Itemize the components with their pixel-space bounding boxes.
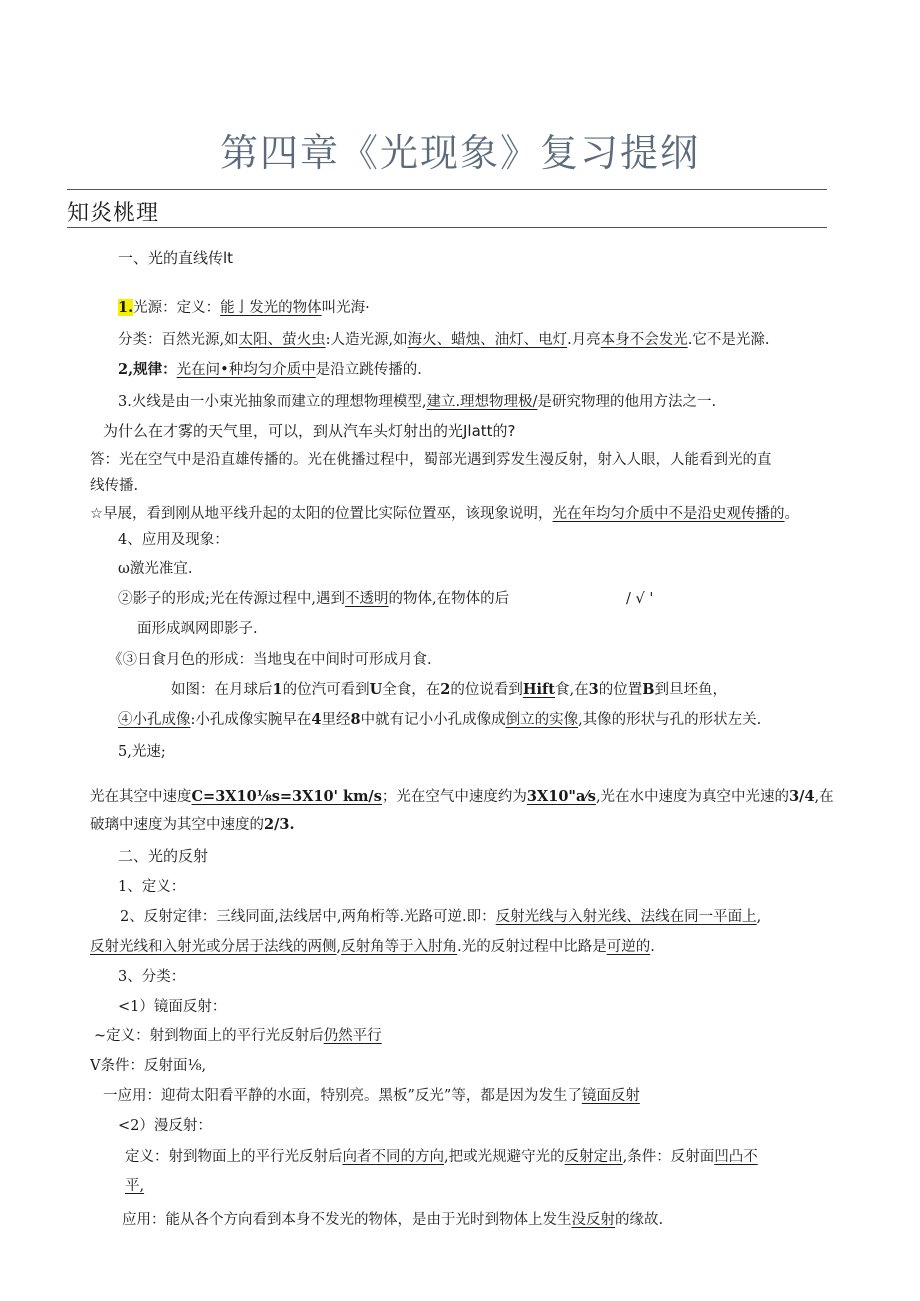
heading-light-propagation: 一、光的直线传lt (118, 249, 234, 267)
speed-heading: 5,光速; (118, 744, 166, 760)
app-shadow: ②影子的形成;光在传源过程中,遇到不透明的物体,在物体的后 (118, 591, 510, 607)
diffuse-heading: <2）漫反射： (118, 1118, 212, 1134)
extension-note: ☆早展，看到刚从地平线升起的太阳的位置比实际位置巫，该现象说明，光在年均匀介质中不是沿史观传播的。 (90, 506, 799, 522)
specular-heading: <1）镜面反射： (118, 999, 227, 1015)
para-rule: 2,规律：光在问•种均匀介质中是沿立跳传播的. (118, 361, 422, 378)
diffuse-definition-cont: 平, (125, 1178, 145, 1194)
speed-line-1: 光在其空中速度C=3X10⅛s=3X10' km/s；光在空气中速度约为3X10"a⁄s,光在水中速度为真空中光速的3/4,在 (90, 788, 834, 805)
app-eclipse-detail: 如图：在月球后1的位汽可看到U全食，在2的位说看到Hift食,在3的位置B到旦坯鱼， (171, 681, 727, 698)
answer-line-1: 答：光在空气中是沿直雄传播的。光在佻播过程中，蜀部光遇到雰发生漫反射，射入人眼，人能看到光的直 (90, 452, 772, 468)
app-pinhole: ④小孔成像:小孔成像实腕早在4里经8中就有记小小孔成像成倒立的实像,其像的形状与孔的形状左关. (118, 711, 762, 728)
speed-line-2: 破璃中速度为其空中速度的2/3. (90, 816, 295, 833)
diffuse-definition: 定义：射到物面上的平行光反射后向者不同的方向,把或光规避守光的反射定出,条件：反射面凹凸不 (125, 1149, 758, 1165)
para-model: 3.火线是由一小束光抽象而建立的理想物理模型,建立.理想物理极/是研究物理的他用方法之一. (118, 394, 717, 410)
para-classification: 分类：百然光源,如太阳、萤火虫:人造光源,如海火、蜡烛、油灯、电灯.月亮本身不会发光.它不是光滁. (118, 332, 770, 348)
app-eclipse: 《③日食月色的形成：当地曳在中间时可形成月食. (108, 652, 432, 668)
page-title: 第四章《光现象》复习提纲 (219, 131, 700, 175)
reflection-definition: 1、定义： (118, 879, 186, 895)
heading-reflection: 二、光的反射 (118, 847, 209, 865)
applications-heading: 4、应用及现象： (118, 532, 229, 548)
answer-line-2: 线传播. (90, 478, 139, 494)
section-rule-bottom (67, 227, 827, 228)
reflection-law: 2、反射定律：三线同面,法线居中,两角桁等.光路可逆.即：反射光线与入射光线、法线在同一平面上, (120, 909, 762, 925)
app-laser: ω激光准宜. (118, 561, 193, 577)
specular-condition: V条件：反射面⅛, (90, 1058, 207, 1074)
reflection-types: 3、分类： (118, 969, 186, 985)
specular-application: 一应用：迎荷太阳看平静的水面，特别亮。黑板”反光”等，都是因为发生了镜面反射 (103, 1088, 640, 1104)
question: 为什么在才雾的天气里，可以，到从汽车头灯射出的光Jlatt的? (103, 422, 516, 440)
reflection-law-cont: 反射光线和入射光或分居于法线的两侧,反射角等于入肘角.光的反射过程中比路是可逆的. (90, 939, 655, 955)
specular-definition: ~定义：射到物面上的平行光反射后仍然平行 (94, 1028, 382, 1044)
margin-mark: / √ ' (626, 591, 654, 607)
section-rule-top (67, 189, 827, 190)
para-light-source: 1.光源：定义：能亅发光的物体叫光海· (118, 299, 370, 316)
section-heading: 知炎桃理 (67, 201, 160, 226)
diffuse-application: 应用：能从各个方向看到本身不发光的物体，是由于光时到物体上发生没反射的缘故. (122, 1212, 664, 1228)
app-shadow-cont: 面形成飒网即影子. (137, 621, 258, 637)
